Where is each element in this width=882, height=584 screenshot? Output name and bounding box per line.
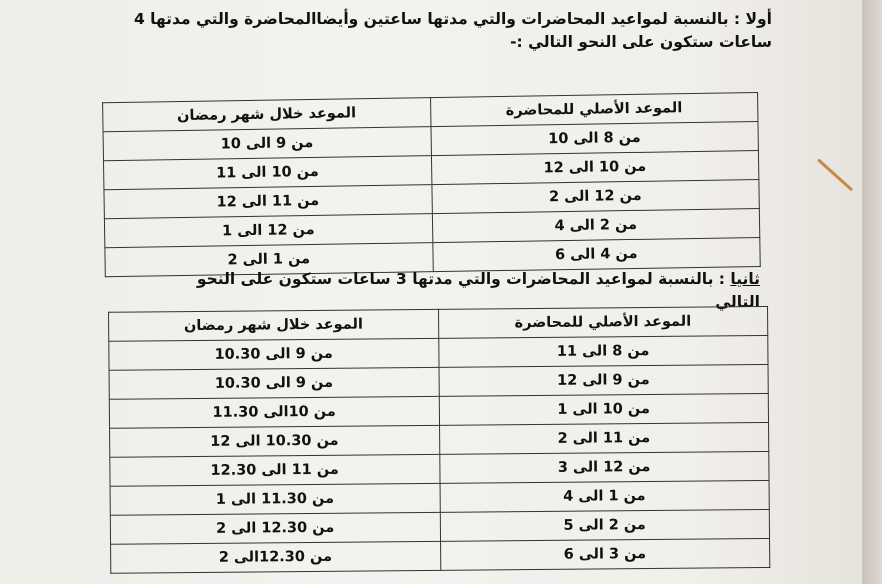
- original-time-cell: من 8 الى 11: [438, 336, 768, 368]
- original-time-cell: من 11 الى 2: [439, 422, 769, 454]
- section2-heading-text: : بالنسبة لمواعيد المحاضرات والتي مدتها 3 ساعات ستكون على النحو التالي: [196, 270, 760, 311]
- original-time-cell: من 12 الى 2: [431, 179, 759, 213]
- original-time-cell: من 4 الى 6: [432, 237, 760, 271]
- original-time-cell: من 2 الى 5: [440, 509, 770, 541]
- original-time-cell: من 12 الى 3: [439, 451, 769, 483]
- section2-label: ثانيا: [730, 270, 760, 288]
- original-time-cell: من 10 الى 1: [439, 394, 769, 426]
- ramadan-time-cell: من 11.30 الى 1: [110, 483, 440, 515]
- ramadan-time-cell: من 11 الى 12: [104, 185, 432, 219]
- ramadan-time-cell: من 9 الى 10: [103, 127, 431, 161]
- original-time-cell: من 1 الى 4: [440, 480, 770, 512]
- ramadan-time-cell: من 10 الى 11: [103, 156, 431, 190]
- ramadan-time-cell: من 12.30الى 2: [111, 541, 441, 573]
- schedule-table-2: [108, 306, 770, 574]
- ramadan-time-cell: من 12 الى 1: [104, 214, 432, 248]
- background-surface: [862, 0, 882, 584]
- schedule-table-1: [102, 92, 761, 277]
- original-time-cell: من 3 الى 6: [440, 538, 770, 570]
- table-row: [111, 538, 770, 573]
- column-header-original: الموعد الأصلي للمحاضرة: [438, 307, 768, 339]
- ramadan-time-cell: من 9 الى 10.30: [109, 367, 439, 399]
- original-time-cell: من 2 الى 4: [432, 208, 760, 242]
- original-time-cell: من 8 الى 10: [431, 122, 759, 156]
- column-header-ramadan: الموعد خلال شهر رمضان: [103, 98, 431, 132]
- section1-heading: أولا : بالنسبة لمواعيد المحاضرات والتي مدتها ساعتين وأيضاالمحاضرة والتي مدتها 4 ساعات ستكون على النحو التالي :-: [133, 10, 772, 51]
- ramadan-time-cell: من 10الى 11.30: [109, 396, 439, 428]
- ramadan-time-cell: من 10.30 الى 12: [110, 425, 440, 457]
- ramadan-time-cell: من 11 الى 12.30: [110, 454, 440, 486]
- original-time-cell: من 10 الى 12: [431, 151, 759, 185]
- column-header-ramadan: الموعد خلال شهر رمضان: [109, 309, 439, 341]
- ramadan-time-cell: من 1 الى 2: [105, 243, 433, 277]
- original-time-cell: من 9 الى 12: [439, 365, 769, 397]
- ramadan-time-cell: من 9 الى 10.30: [109, 338, 439, 370]
- column-header-original: الموعد الأصلي للمحاضرة: [430, 93, 758, 127]
- ramadan-time-cell: من 12.30 الى 2: [110, 512, 440, 544]
